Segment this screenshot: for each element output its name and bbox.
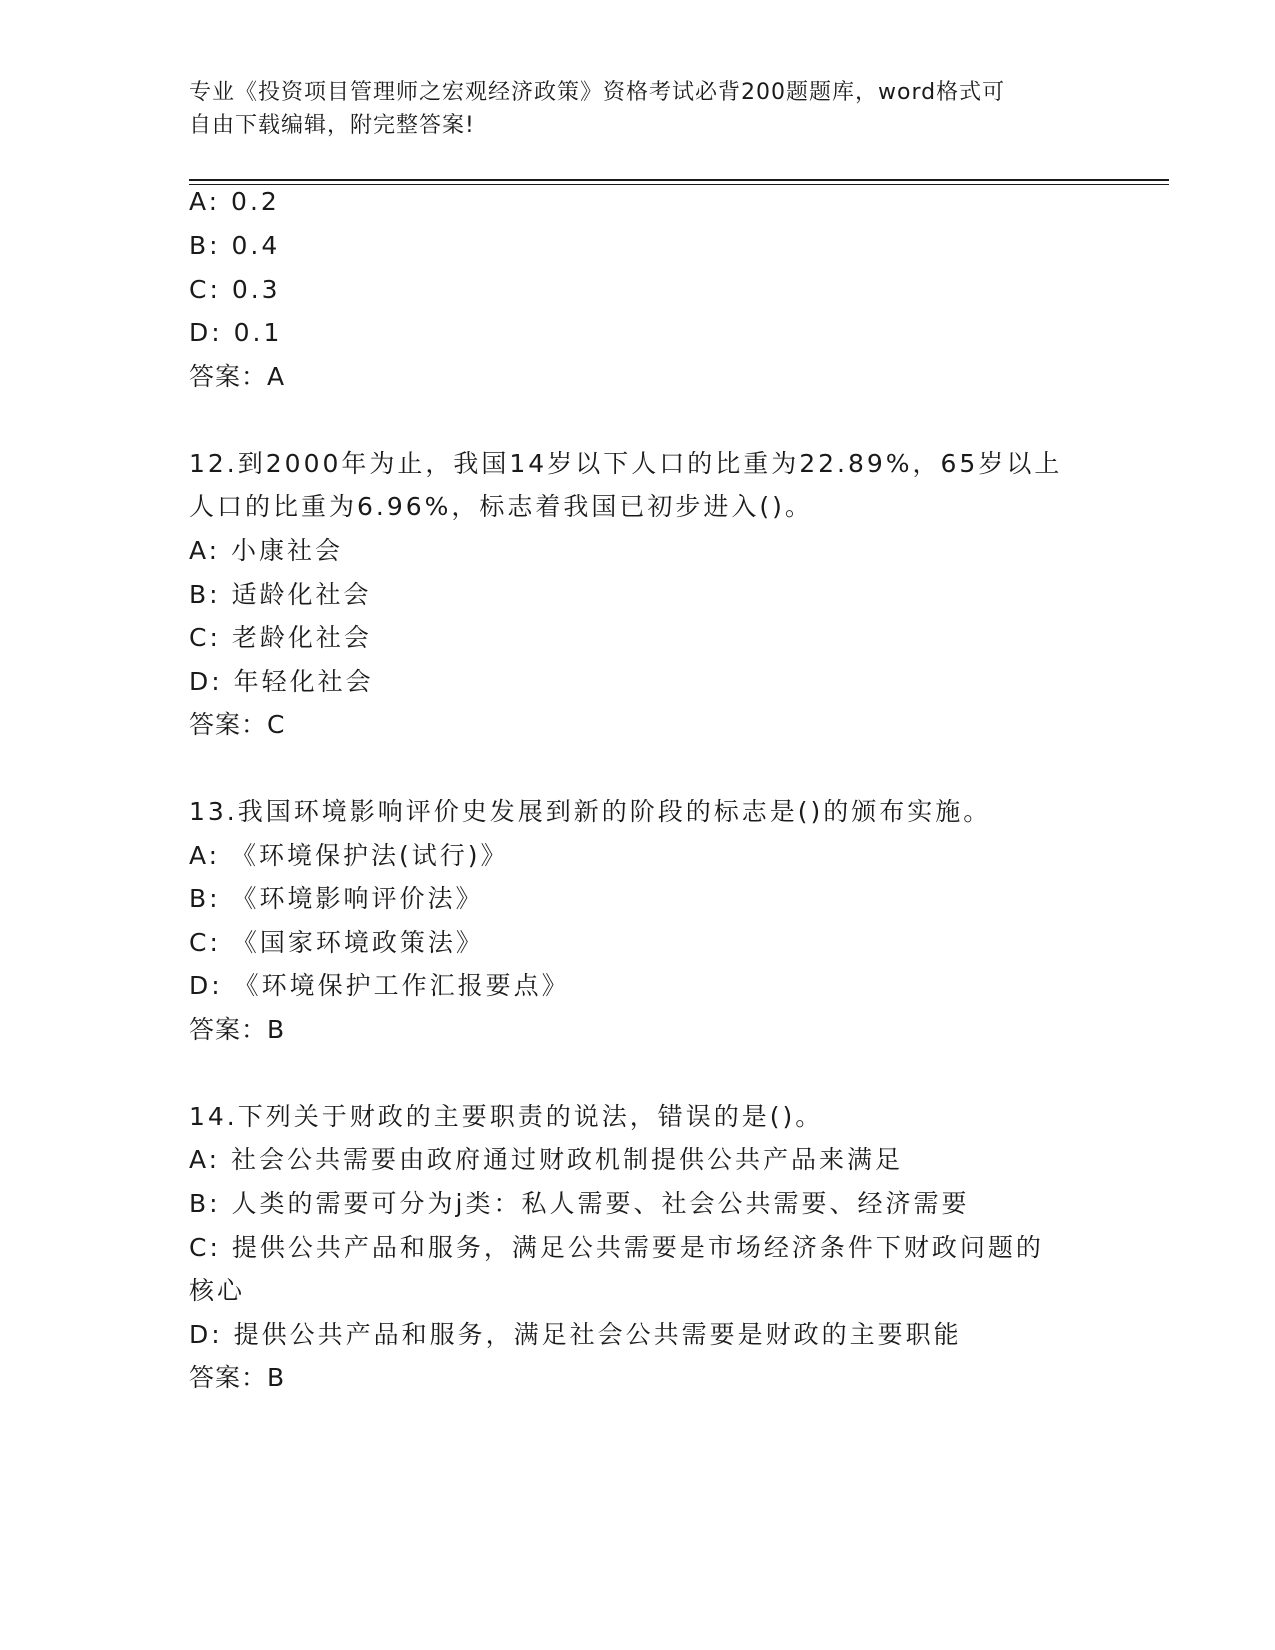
q13-option-a: A: 《环境保护法(试行)》 (189, 841, 509, 870)
q14-option-b: B: 人类的需要可分为j类：私人需要、社会公共需要、经济需要 (189, 1189, 970, 1218)
q11-answer: 答案：A (189, 362, 286, 391)
q14-option-a: A: 社会公共需要由政府通过财政机制提供公共产品来满足 (189, 1145, 904, 1174)
q13-option-d: D: 《环境保护工作汇报要点》 (189, 971, 570, 1000)
header-line-1: 专业《投资项目管理师之宏观经济政策》资格考试必背200题题库，word格式可 (189, 80, 1006, 105)
q11-option-c: C: 0.3 (189, 275, 281, 304)
q11-option-b: B: 0.4 (189, 231, 281, 260)
q13-option-c: C: 《国家环境政策法》 (189, 928, 484, 957)
q12-option-c: C: 老龄化社会 (189, 623, 372, 652)
q14-option-d: D: 提供公共产品和服务，满足社会公共需要是财政的主要职能 (189, 1320, 962, 1349)
q13-stem-line-1: 13.我国环境影响评价史发展到新的阶段的标志是()的颁布实施。 (189, 797, 992, 826)
q12-option-d: D: 年轻化社会 (189, 667, 374, 696)
q11-option-a: A: 0.2 (189, 187, 280, 216)
document-header (189, 76, 1089, 142)
header-divider (189, 179, 1169, 185)
q14-option-c: C: 提供公共产品和服务，满足公共需要是市场经济条件下财政问题的 (189, 1233, 1044, 1262)
q14-answer: 答案：B (189, 1363, 286, 1392)
document-page (189, 0, 1169, 1650)
q12-option-b: B: 适龄化社会 (189, 580, 372, 609)
q12-stem-line-2: 人口的比重为6.96%，标志着我国已初步进入()。 (189, 492, 813, 521)
q12-option-a: A: 小康社会 (189, 536, 344, 565)
q13-answer: 答案：B (189, 1015, 286, 1044)
header-line-2: 自由下载编辑，附完整答案! (189, 113, 475, 138)
q12-stem-line-1: 12.到2000年为止，我国14岁以下人口的比重为22.89%，65岁以上 (189, 449, 1063, 478)
q12-answer: 答案：C (189, 710, 286, 739)
q11-option-d: D: 0.1 (189, 318, 283, 347)
q14-stem-line-1: 14.下列关于财政的主要职责的说法，错误的是()。 (189, 1102, 824, 1131)
q14-option-c-continued: 核心 (189, 1276, 246, 1305)
q13-option-b: B: 《环境影响评价法》 (189, 884, 484, 913)
